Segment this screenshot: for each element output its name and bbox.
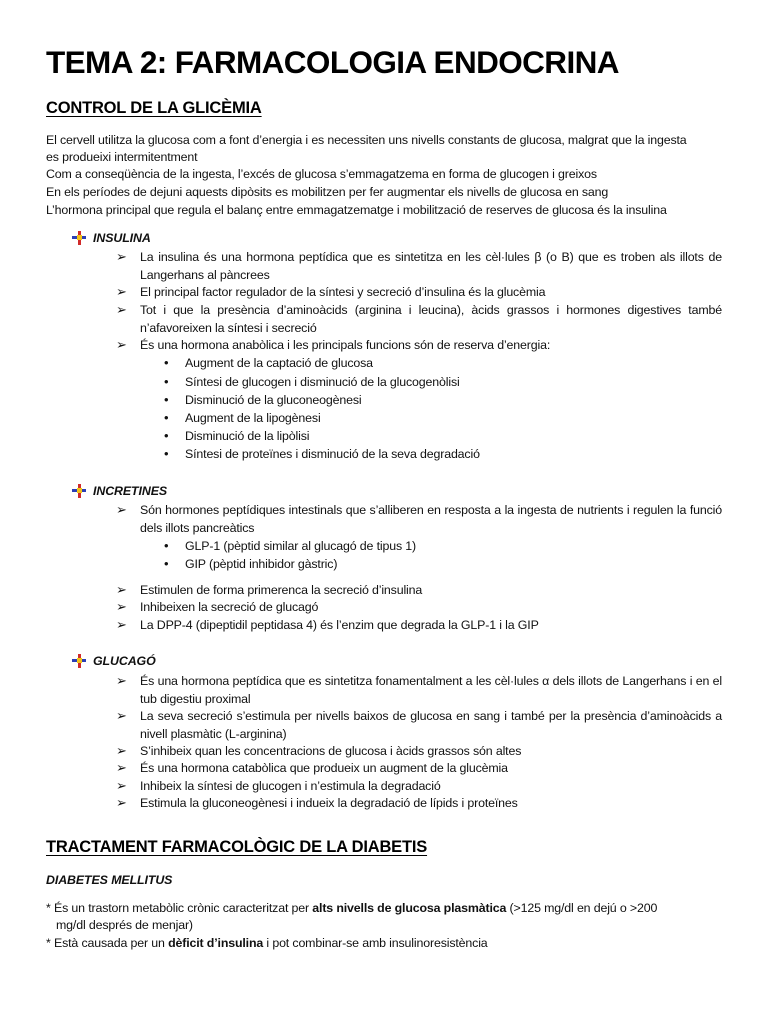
list-item: La insulina és una hormona peptídica que es sintetitza en les cèl·lules β (o B) que es troben als illots de Langerhans al pàncrees xyxy=(140,250,722,282)
paragraph-line: es produeixi intermitentment xyxy=(46,150,198,164)
section-heading-tractament: TRACTAMENT FARMACOLÒGIC DE LA DIABETIS xyxy=(46,838,428,856)
list-item: S’inhibeix quan les concentracions de glucosa i àcids grassos són altes xyxy=(140,744,522,758)
sub-list-item: GIP (pèptid inhibidor gàstric) xyxy=(185,557,338,571)
cross-marker-icon xyxy=(72,654,86,668)
dot-bullet-icon: • xyxy=(164,355,169,370)
bold-text: dèficit d’insulina xyxy=(168,936,264,950)
paragraph-line: El cervell utilitza la glucosa com a font d’energia i es necessiten uns nivells constants de glucosa, malgrat que la ingesta xyxy=(46,133,687,147)
text-fragment: i pot combinar-se amb insulinoresistència xyxy=(263,936,488,950)
page-title: TEMA 2: FARMACOLOGIA ENDOCRINA xyxy=(46,44,619,80)
list-item: Tot i que la presència d’aminoàcids (arginina i leucina), àcids grassos i hormones digestives també n’afavoreixen la síntesi i secreció xyxy=(140,303,722,335)
arrow-bullet-icon: ➢ xyxy=(116,302,127,317)
list-item: Estimula la gluconeogènesi i indueix la degradació de lípids i proteïnes xyxy=(140,796,518,810)
sub-list-item: GLP-1 (pèptid similar al glucagó de tipus 1) xyxy=(185,539,417,553)
list-item: La DPP-4 (dipeptidil peptidasa 4) és l’enzim que degrada la GLP-1 i la GIP xyxy=(140,618,539,632)
dot-bullet-icon: • xyxy=(164,538,169,553)
dot-bullet-icon: • xyxy=(164,410,169,425)
cross-marker-icon xyxy=(72,484,86,498)
arrow-bullet-icon: ➢ xyxy=(116,708,127,723)
paragraph-line: mg/dl després de menjar) xyxy=(56,918,193,932)
sub-list-item: Augment de la lipogènesi xyxy=(185,411,321,425)
dot-bullet-icon: • xyxy=(164,392,169,407)
list-item: Són hormones peptídiques intestinals que s’alliberen en resposta a la ingesta de nutrients i regulen la funció dels illots pancreàtics xyxy=(140,503,722,535)
paragraph-line: Com a conseqüència de la ingesta, l’excés de glucosa s’emmagatzema en forma de glucogen i greixos xyxy=(46,167,597,181)
list-item: El principal factor regulador de la síntesi y secreció d’insulina és la glucèmia xyxy=(140,285,546,299)
section-heading-control-glicemia: CONTROL DE LA GLICÈMIA xyxy=(46,99,262,117)
arrow-bullet-icon: ➢ xyxy=(116,249,127,264)
dot-bullet-icon: • xyxy=(164,428,169,443)
list-item: És una hormona catabòlica que produeix un augment de la glucèmia xyxy=(140,761,508,775)
arrow-bullet-icon: ➢ xyxy=(116,337,127,352)
subsection-label-insulina: INSULINA xyxy=(93,231,151,245)
list-item: És una hormona anabòlica i les principals funcions són de reserva d’energia: xyxy=(140,338,551,352)
cross-marker-icon xyxy=(72,231,86,245)
paragraph-line: En els períodes de dejuni aquests dipòsits es mobilitzen per fer augmentar els nivells de glucosa en sang xyxy=(46,185,609,199)
arrow-bullet-icon: ➢ xyxy=(116,599,127,614)
bold-text: alts nivells de glucosa plasmàtica xyxy=(312,901,507,915)
sub-list-item: Augment de la captació de glucosa xyxy=(185,356,373,370)
dot-bullet-icon: • xyxy=(164,374,169,389)
paragraph-line: L’hormona principal que regula el balanç entre emmagatzematge i mobilització de reserves de glucosa és la insulina xyxy=(46,203,667,217)
text-fragment: * Està causada per un xyxy=(46,936,169,950)
arrow-bullet-icon: ➢ xyxy=(116,778,127,793)
text-fragment: (>125 mg/dl en dejú o >200 xyxy=(506,901,658,915)
sub-list-item: Disminució de la lipòlisi xyxy=(185,429,310,443)
list-item: Inhibeix la síntesi de glucogen i n’estimula la degradació xyxy=(140,779,441,793)
arrow-bullet-icon: ➢ xyxy=(116,617,127,632)
subsection-label-diabetes: DIABETES MELLITUS xyxy=(46,873,173,887)
arrow-bullet-icon: ➢ xyxy=(116,743,127,758)
arrow-bullet-icon: ➢ xyxy=(116,673,127,688)
list-item: És una hormona peptídica que es sintetitza fonamentalment a les cèl·lules α dels illots de Langerhans i en el tub digestiu proximal xyxy=(140,674,722,706)
arrow-bullet-icon: ➢ xyxy=(116,795,127,810)
sub-list-item: Síntesi de glucogen i disminució de la glucogenòlisi xyxy=(185,375,460,389)
subsection-label-incretines: INCRETINES xyxy=(93,484,168,498)
arrow-bullet-icon: ➢ xyxy=(116,760,127,775)
text-fragment: * És un trastorn metabòlic crònic caracteritzat per xyxy=(46,901,313,915)
arrow-bullet-icon: ➢ xyxy=(116,502,127,517)
list-item: Inhibeixen la secreció de glucagó xyxy=(140,600,319,614)
dot-bullet-icon: • xyxy=(164,446,169,461)
sub-list-item: Síntesi de proteïnes i disminució de la seva degradació xyxy=(185,447,480,461)
dot-bullet-icon: • xyxy=(164,556,169,571)
paragraph-line xyxy=(46,900,657,918)
arrow-bullet-icon: ➢ xyxy=(116,582,127,597)
subsection-label-glucago: GLUCAGÓ xyxy=(93,654,156,668)
sub-list-item: Disminució de la gluconeogènesi xyxy=(185,393,362,407)
list-item: Estimulen de forma primerenca la secreció d’insulina xyxy=(140,583,423,597)
list-item: La seva secreció s’estimula per nivells baixos de glucosa en sang i també per la presència d’aminoàcids a nivell plasmàtic (L-arginina) xyxy=(140,709,722,741)
arrow-bullet-icon: ➢ xyxy=(116,284,127,299)
paragraph-line xyxy=(46,935,488,953)
